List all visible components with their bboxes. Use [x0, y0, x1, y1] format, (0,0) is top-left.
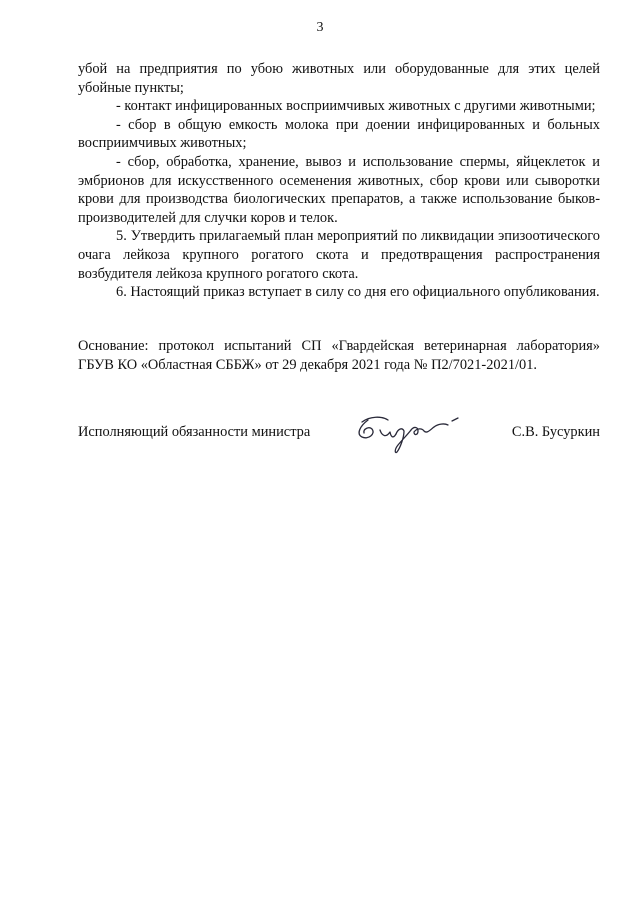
paragraph-contact: - контакт инфицированных восприимчивых животных с другими животными; — [116, 98, 596, 115]
signatory-name: С.В. Бусуркин — [511, 424, 600, 440]
document-body — [78, 60, 600, 302]
paragraph-sperm: - сбор, обработка, хранение, вывоз и использование спермы, яйцеклеток и эмбрионов для искусственного осеменения животных, сбор крови или сыворотки крови для производства биологических препаратов, а также использование быков-производителей для случки коров и телок. — [78, 153, 600, 226]
handwritten-signature — [348, 410, 466, 456]
paragraph-effective: 6. Настоящий приказ вступает в силу со дня его официального опубликования. — [116, 284, 600, 301]
paragraph-approve-plan: 5. Утвердить прилагаемый план мероприятий по ликвидации эпизоотического очага лейкоза крупного рогатого скота и предотвращения распространения возбудителя лейкоза крупного рогатого скота. — [78, 228, 600, 282]
paragraph-milk: - сбор в общую емкость молока при доении инфицированных и больных восприимчивых животных; — [78, 116, 600, 152]
signatory-role: Исполняющий обязанности министра — [78, 424, 311, 440]
paragraph-slaughter: убой на предприятия по убою животных или оборудованные для этих целей убойные пункты; — [78, 61, 600, 96]
page-number: 3 — [316, 20, 324, 35]
basis-paragraph: Основание: протокол испытаний СП «Гвардейская ветеринарная лаборатория» ГБУВ КО «Областная СББЖ» от 29 декабря 2021 года № П2/7021-2021/01. — [78, 338, 600, 373]
